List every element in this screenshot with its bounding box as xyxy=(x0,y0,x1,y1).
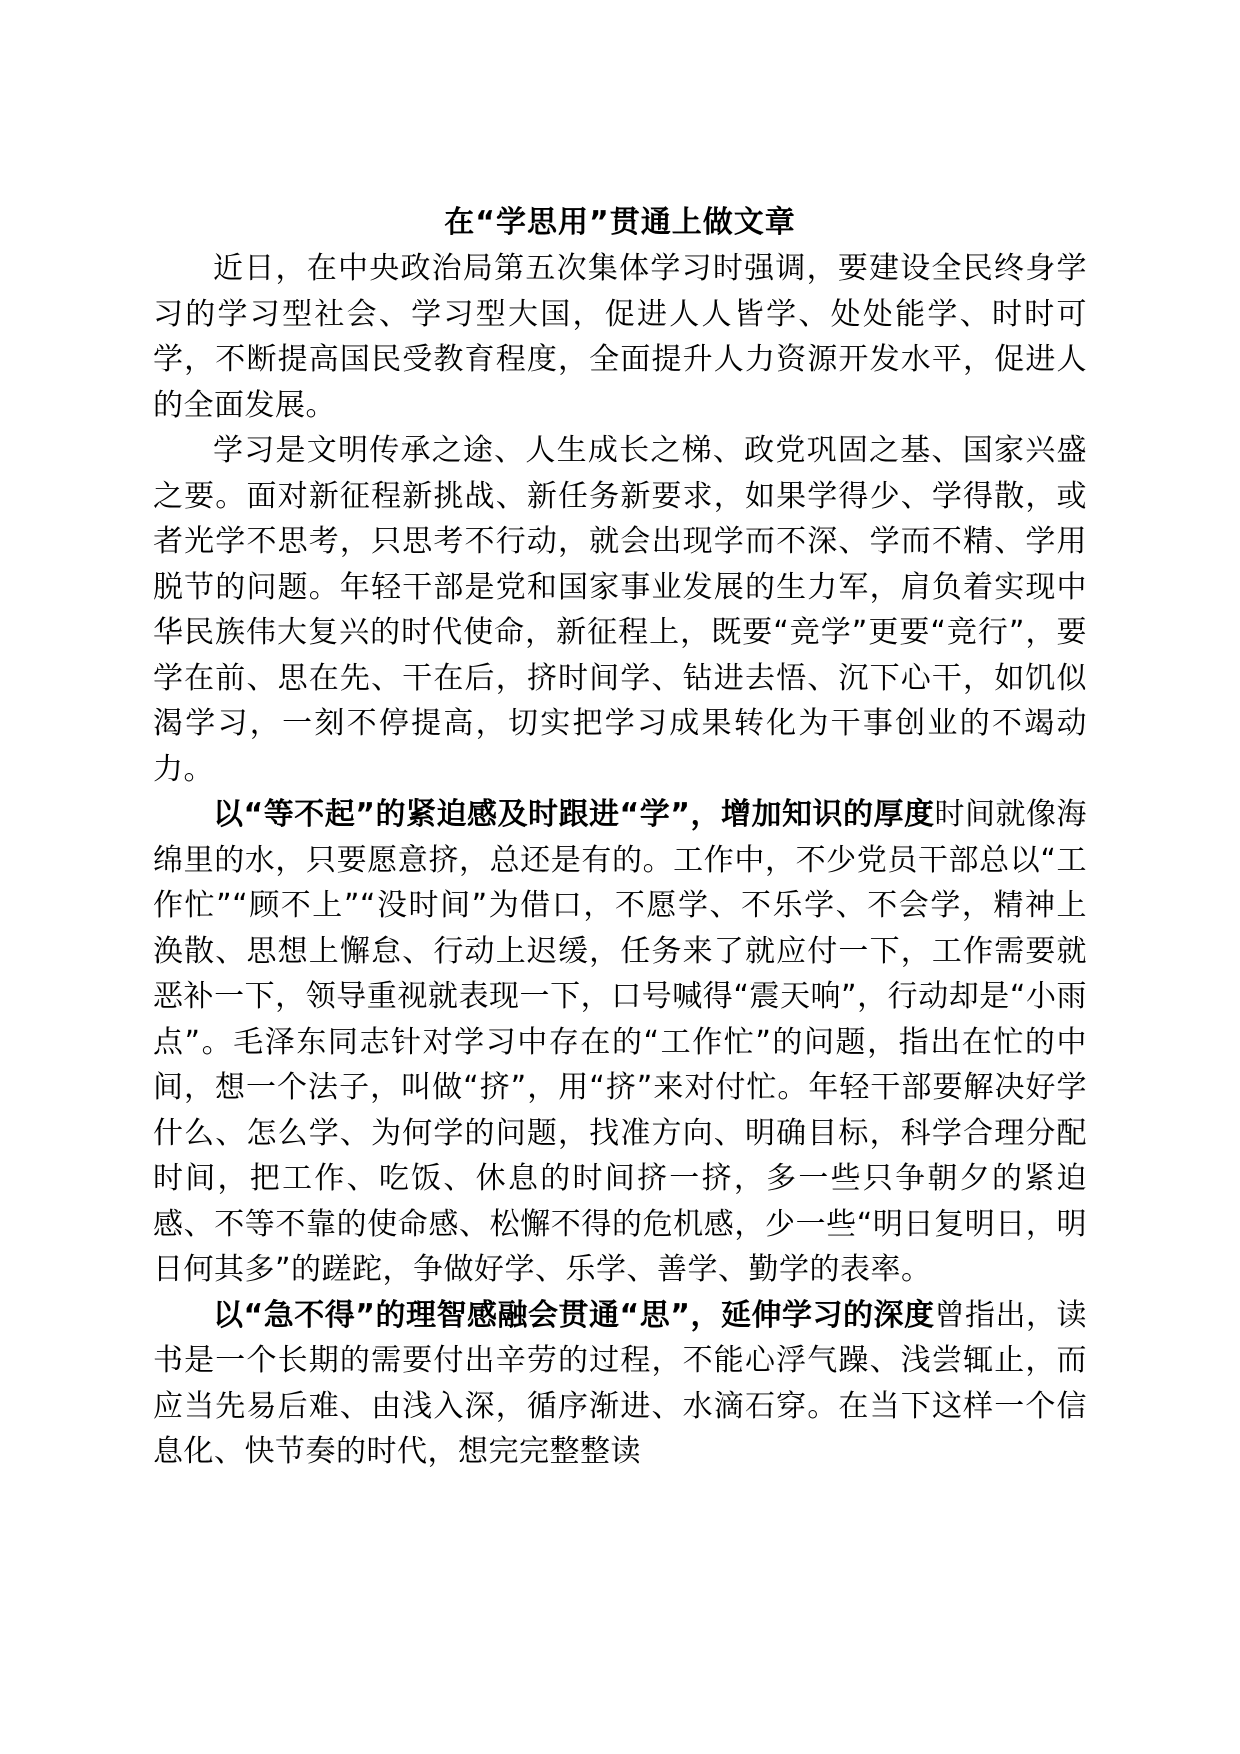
document-body xyxy=(153,200,1087,1475)
paragraph-intro xyxy=(153,246,1087,428)
paragraph-text: 时间就像海绵里的水，只要愿意挤，总还是有的。工作中，不少党员干部总以“工作忙”“顾不上”“没时间”为借口，不愿学、不乐学、不会学，精神上涣散、思想上懈怠、行动上迟缓，任务来了就应付一下，工作需要就恶补一下，领导重视就表现一下，口号喊得“震天响”，行动却是“小雨点”。毛泽东同志针对学习中存在的“工作忙”的问题，指出在忙的中间，想一个法子，叫做“挤”，用“挤”来对付忙。年轻干部要解决好学什么、怎么学、为何学的问题，找准方向、明确目标，科学合理分配时间，把工作、吃饭、休息的时间挤一挤，多一些只争朝夕的紧迫感、不等不靠的使命感、松懈不得的危机感，少一些“明日复明日，明日何其多”的蹉跎，争做好学、乐学、善学、勤学的表率。 xyxy=(153,797,1088,1287)
paragraph-text: 近日，在中央政治局第五次集体学习时强调，要建设全民终身学习的学习型社会、学习型大国，促进人人皆学、处处能学、时时可学，不断提高国民受教育程度，全面提升人力资源开发水平，促进人的全面发展。 xyxy=(153,251,1087,423)
paragraph-section-think xyxy=(153,1293,1087,1475)
section-heading-think: 以“急不得”的理智感融会贯通“思”，延伸学习的深度 xyxy=(213,1297,935,1333)
document-title: 在“学思用”贯通上做文章 xyxy=(444,205,796,240)
paragraph-text: 学习是文明传承之途、人生成长之梯、政党巩固之基、国家兴盛之要。面对新征程新挑战、新任务新要求，如果学得少、学得散，或者光学不思考，只思考不行动，就会出现学而不深、学而不精、学用脱节的问题。年轻干部是党和国家事业发展的生力军，肩负着实现中华民族伟大复兴的时代使命，新征程上，既要“竞学”更要“竞行”，要学在前、思在先、干在后，挤时间学、钻进去悟、沉下心干，如饥似渴学习，一刻不停提高，切实把学习成果转化为干事创业的不竭动力。 xyxy=(153,433,1087,787)
paragraph-learning-importance xyxy=(153,428,1087,792)
paragraph-section-study xyxy=(153,792,1087,1293)
paragraph-text: 曾指出，读书是一个长期的需要付出辛劳的过程，不能心浮气躁、浅尝辄止，而应当先易后难、由浅入深，循序渐进、水滴石穿。在当下这样一个信息化、快节奏的时代，想完完整整读 xyxy=(153,1297,1088,1469)
section-heading-study: 以“等不起”的紧迫感及时跟进“学”，增加知识的厚度 xyxy=(213,797,935,832)
